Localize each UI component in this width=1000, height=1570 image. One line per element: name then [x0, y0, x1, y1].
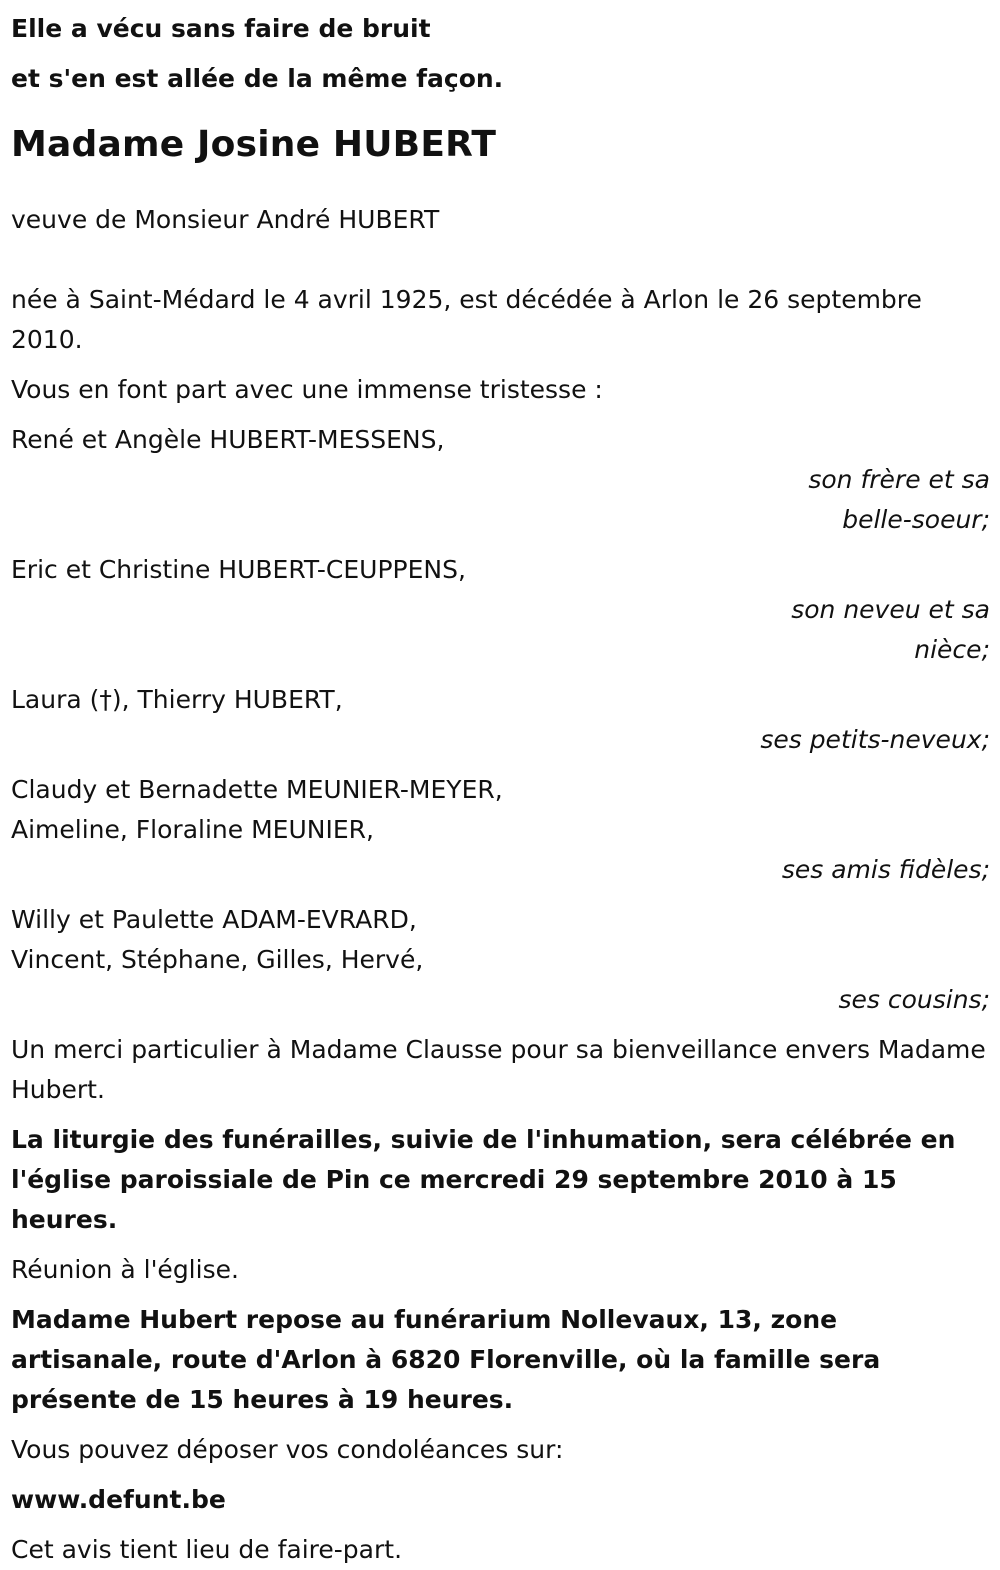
- family-relation: ses amis fidèles;: [781, 855, 990, 884]
- deceased-name: Madame Josine HUBERT: [11, 124, 497, 165]
- visitation-details: Madame Hubert repose au funérarium Nollevaux, 13, zone artisanale, route d'Arlon à 6820 Florenville, où la famille sera présente de 15 heures à 19 heures.: [11, 1305, 881, 1414]
- quote-line-2: et s'en est allée de la même façon.: [11, 64, 504, 93]
- closing-note: Cet avis tient lieu de faire-part.: [11, 1535, 403, 1564]
- family-names: Claudy et Bernadette MEUNIER-MEYER,: [11, 775, 503, 804]
- widow-of: veuve de Monsieur André HUBERT: [11, 205, 440, 234]
- family-names: Aimeline, Floraline MEUNIER,: [11, 815, 374, 844]
- family-relation: ses petits-neveux;: [760, 725, 990, 754]
- funeral-details: La liturgie des funérailles, suivie de l'inhumation, sera célébrée en l'église paroissiale de Pin ce mercredi 29 septembre 2010 à 15 heures.: [11, 1125, 956, 1234]
- family-names: Willy et Paulette ADAM-EVRARD,: [11, 905, 417, 934]
- family-group: [11, 770, 990, 890]
- family-group: [11, 420, 990, 540]
- announcement: Vous en font part avec une immense tristesse :: [11, 375, 603, 404]
- family-list: [11, 420, 990, 1020]
- birth-death-details: née à Saint-Médard le 4 avril 1925, est décédée à Arlon le 26 septembre 2010.: [11, 285, 922, 354]
- family-relation: ses cousins;: [838, 985, 990, 1014]
- family-names: Laura (†), Thierry HUBERT,: [11, 685, 343, 714]
- family-names: Eric et Christine HUBERT-CEUPPENS,: [11, 555, 466, 584]
- family-relation: nièce;: [914, 635, 990, 664]
- thanks-note: Un merci particulier à Madame Clausse pour sa bienveillance envers Madame Hubert.: [11, 1035, 986, 1104]
- family-names: René et Angèle HUBERT-MESSENS,: [11, 425, 445, 454]
- family-relation: son frère et sa: [808, 465, 990, 494]
- quote-line-1: Elle a vécu sans faire de bruit: [11, 14, 431, 43]
- family-relation: son neveu et sa: [791, 595, 990, 624]
- meeting-place: Réunion à l'église.: [11, 1255, 239, 1284]
- family-group: [11, 900, 990, 1020]
- family-names: Vincent, Stéphane, Gilles, Hervé,: [11, 945, 424, 974]
- website-link[interactable]: www.defunt.be: [11, 1485, 226, 1514]
- condolences-intro: Vous pouvez déposer vos condoléances sur:: [11, 1435, 564, 1464]
- family-relation: belle-soeur;: [842, 505, 990, 534]
- family-group: [11, 550, 990, 670]
- family-group: [11, 680, 990, 760]
